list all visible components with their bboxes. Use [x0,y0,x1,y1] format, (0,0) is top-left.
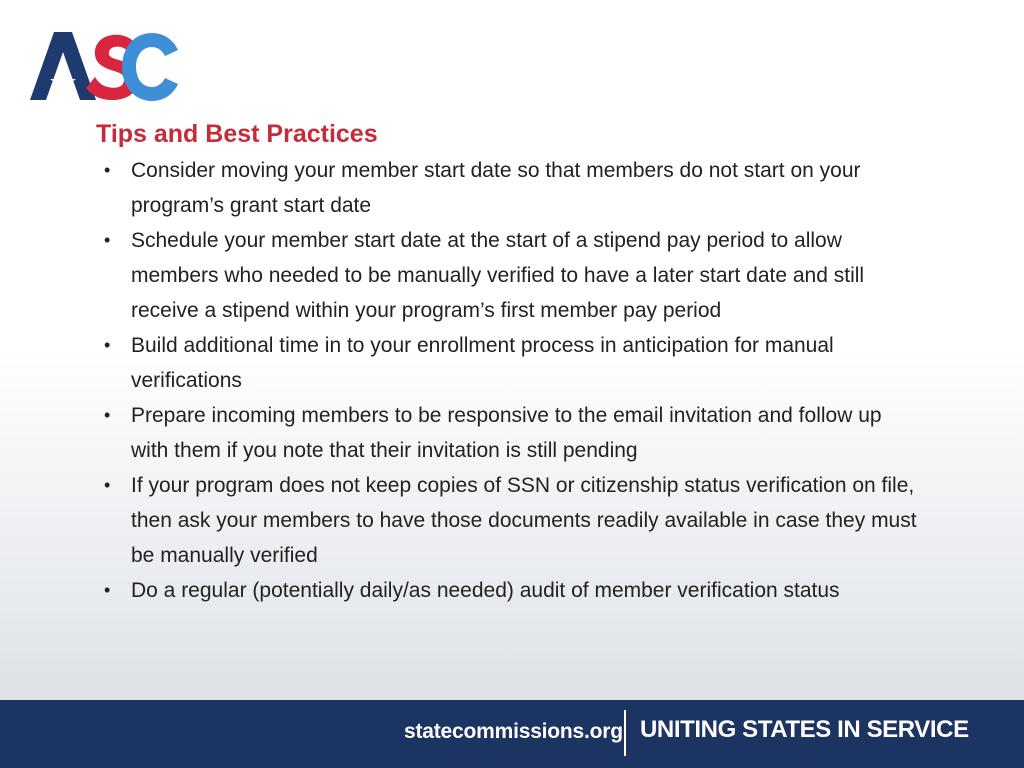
slide-title: Tips and Best Practices [96,120,378,148]
footer-bar [0,700,1024,768]
footer-divider [624,710,626,756]
footer-url: statecommissions.org [404,720,623,743]
bullet-item: • Build additional time in to your enrollment process in anticipation for manual verifications [104,328,924,398]
asc-logo-graphic [28,30,180,102]
footer-tagline: UNITING STATES IN SERVICE [640,716,969,743]
bullet-item: • Prepare incoming members to be responsive to the email invitation and follow up with them if you note that their invitation is still pending [104,398,924,468]
bullet-item: • Do a regular (potentially daily/as needed) audit of member verification status [104,573,924,608]
bullet-item: • If your program does not keep copies of SSN or citizenship status verification on file, then ask your members to have those documents readily available in case they must be manually verified [104,468,924,573]
bullet-item: • Consider moving your member start date so that members do not start on your program’s grant start date [104,153,924,223]
bullet-list [104,153,924,608]
asc-logo [28,30,180,102]
bullet-item: • Schedule your member start date at the start of a stipend pay period to allow members who needed to be manually verified to have a later start date and still receive a stipend within your program’s first member pay period [104,223,924,328]
